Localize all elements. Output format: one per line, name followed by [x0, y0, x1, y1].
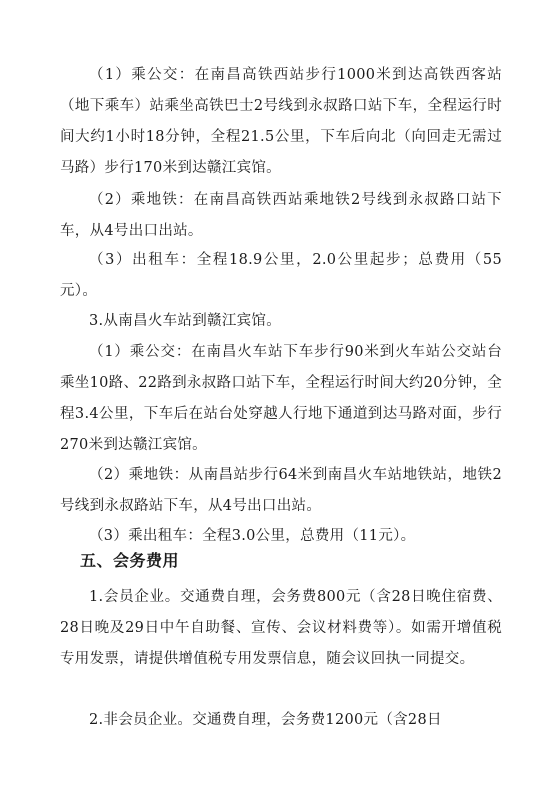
paragraph-taxi-from-railway-station: （3）乘出租车：全程3.0公里，总费用（11元）。 [89, 528, 416, 544]
paragraph-metro-from-west-station: （2）乘地铁：在南昌高铁西站乘地铁2号线到永叔路口站下车，从4号出口出站。 [60, 192, 502, 239]
paragraph-bus-from-railway-station: （1）乘公交：在南昌火车站下车步行90米到火车站公交站台乘坐10路、22路到永叔路口站下车，全程运行时间大约20分钟，全程3.4公里，下车后在站台处穿越人行地下通道到达马路对面，步行270米到达赣江宾馆。 [60, 344, 502, 453]
paragraph-taxi-from-west-station: （3）出租车：全程18.9公里，2.0公里起步；总费用（55元）。 [60, 252, 502, 299]
paragraph-bus-from-west-station: （1）乘公交：在南昌高铁西站步行1000米到达高铁西客站（地下乘车）站乘坐高铁巴士2号线到永叔路口站下车，全程运行时间大约1小时18分钟，全程21.5公里，下车后向北（向回走无需过马路）步行170米到达赣江宾馆。 [60, 67, 502, 176]
paragraph-non-member-fees: 2.非会员企业。交通费自理，会务费1200元（含28日 [89, 712, 442, 728]
paragraph-metro-from-railway-station: （2）乘地铁：从南昌站步行64米到南昌火车站地铁站，地铁2号线到永叔路站下车，从4号出口出站。 [60, 467, 502, 514]
paragraph-member-fees: 1.会员企业。交通费自理，会务费800元（含28日晚住宿费、28日晚及29日中午自助餐、宣传、会议材料费等）。如需开增值税专用发票，请提供增值税专用发票信息，随会议回执一同提交。 [60, 589, 502, 667]
paragraph-route-heading-railway-station: 3.从南昌火车站到赣江宾馆。 [89, 313, 282, 329]
section-heading-conference-fees: 五、会务费用 [80, 551, 180, 570]
